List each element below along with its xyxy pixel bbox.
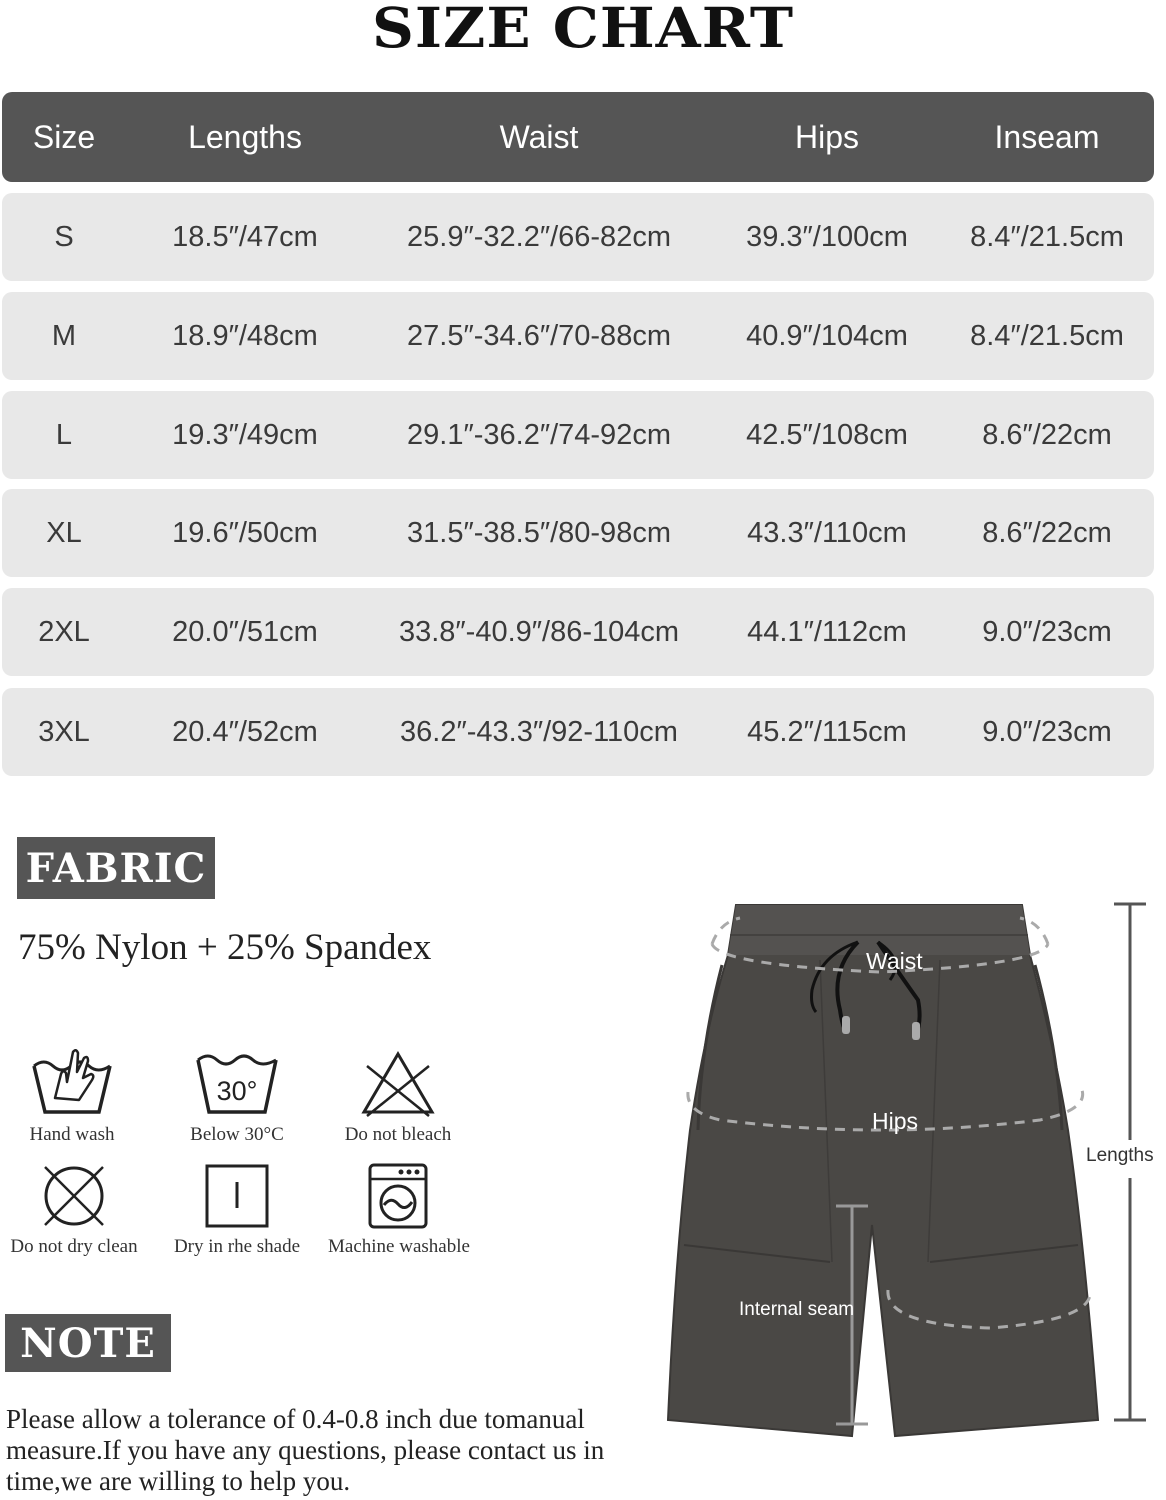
table-row (2, 292, 1154, 380)
care-label: Do not dry clean (10, 1236, 138, 1257)
lengths-cell: 20.0″/51cm (172, 615, 318, 648)
size-cell: L (55, 418, 73, 451)
care-label: Machine washable (328, 1236, 470, 1257)
care-machine-wash (328, 1162, 468, 1258)
care-below-30 (167, 1050, 307, 1146)
waist-cell: 31.5″-38.5″/80-98cm (407, 516, 671, 549)
header-size: Size (32, 118, 96, 155)
inseam-cell: 8.4″/21.5cm (970, 220, 1124, 253)
care-no-dry-clean (4, 1162, 144, 1258)
care-dry-in-shade (167, 1162, 307, 1258)
shorts-icon (668, 905, 1098, 1436)
table-header (2, 92, 1154, 182)
dry-in-shade-icon (204, 1162, 270, 1230)
note-heading: NOTE (5, 1314, 171, 1372)
hips-cell: 45.2″/115cm (747, 715, 907, 748)
care-label: Below 30°C (190, 1124, 284, 1145)
waist-cell: 36.2″-43.3″/92-110cm (400, 715, 678, 748)
hips-cell: 40.9″/104cm (746, 319, 908, 352)
waist-cell: 27.5″-34.6″/70-88cm (407, 319, 671, 352)
size-cell: 3XL (38, 715, 90, 748)
hips-cell: 43.3″/110cm (747, 516, 907, 549)
lengths-cell: 20.4″/52cm (172, 715, 318, 748)
hand-wash-icon (31, 1044, 113, 1118)
internal-seam-label: Internal seam (739, 1299, 855, 1320)
hips-cell: 44.1″/112cm (747, 615, 907, 648)
table-row (2, 688, 1154, 776)
fabric-composition: 75% Nylon + 25% Spandex (18, 927, 432, 968)
lengths-cell: 19.3″/49cm (172, 418, 318, 451)
hips-cell: 42.5″/108cm (746, 418, 908, 451)
care-label: Do not bleach (344, 1124, 452, 1145)
size-cell: M (51, 319, 77, 352)
size-cell: XL (46, 516, 82, 549)
table-row (2, 193, 1154, 281)
lengths-cell: 18.9″/48cm (172, 319, 318, 352)
header-lengths: Lengths (188, 118, 302, 155)
table-row (2, 391, 1154, 479)
no-dry-clean-icon (39, 1162, 109, 1230)
waist-cell: 25.9″-32.2″/66-82cm (407, 220, 671, 253)
inseam-cell: 8.6″/22cm (982, 516, 1112, 549)
inseam-cell: 8.4″/21.5cm (970, 319, 1124, 352)
inseam-cell: 9.0″/23cm (982, 615, 1112, 648)
table-row (2, 489, 1154, 577)
care-label: Dry in rhe shade (173, 1236, 301, 1257)
table-row (2, 588, 1154, 676)
header-inseam: Inseam (994, 118, 1100, 155)
size-cell: 2XL (38, 615, 90, 648)
lengths-cell: 19.6″/50cm (172, 516, 318, 549)
lengths-label: Lengths (1086, 1145, 1154, 1166)
hips-label: Hips (872, 1108, 919, 1134)
wash-30-icon (195, 1050, 279, 1118)
header-hips: Hips (794, 118, 859, 155)
note-text: Please allow a tolerance of 0.4-0.8 inch due tomanual measure.If you have any questions, please contact us in time,we are willing to help you. (6, 1404, 605, 1496)
wash-temp: 30° (216, 1076, 258, 1106)
care-no-bleach (328, 1050, 468, 1146)
waist-cell: 29.1″-36.2″/74-92cm (407, 418, 671, 451)
hips-cell: 39.3″/100cm (746, 220, 908, 253)
header-waist: Waist (499, 118, 579, 155)
no-bleach-icon (361, 1050, 435, 1118)
size-cell: S (54, 220, 74, 253)
inseam-cell: 8.6″/22cm (982, 418, 1112, 451)
care-hand-wash (2, 1044, 142, 1146)
machine-wash-icon (367, 1162, 429, 1230)
lengths-cell: 18.5″/47cm (172, 220, 318, 253)
inseam-cell: 9.0″/23cm (982, 715, 1112, 748)
fabric-heading: FABRIC (17, 837, 215, 899)
care-label: Hand wash (29, 1124, 115, 1145)
waist-label: Waist (866, 948, 923, 974)
waist-cell: 33.8″-40.9″/86-104cm (398, 615, 680, 648)
page-title: SIZE CHART (371, 0, 795, 61)
